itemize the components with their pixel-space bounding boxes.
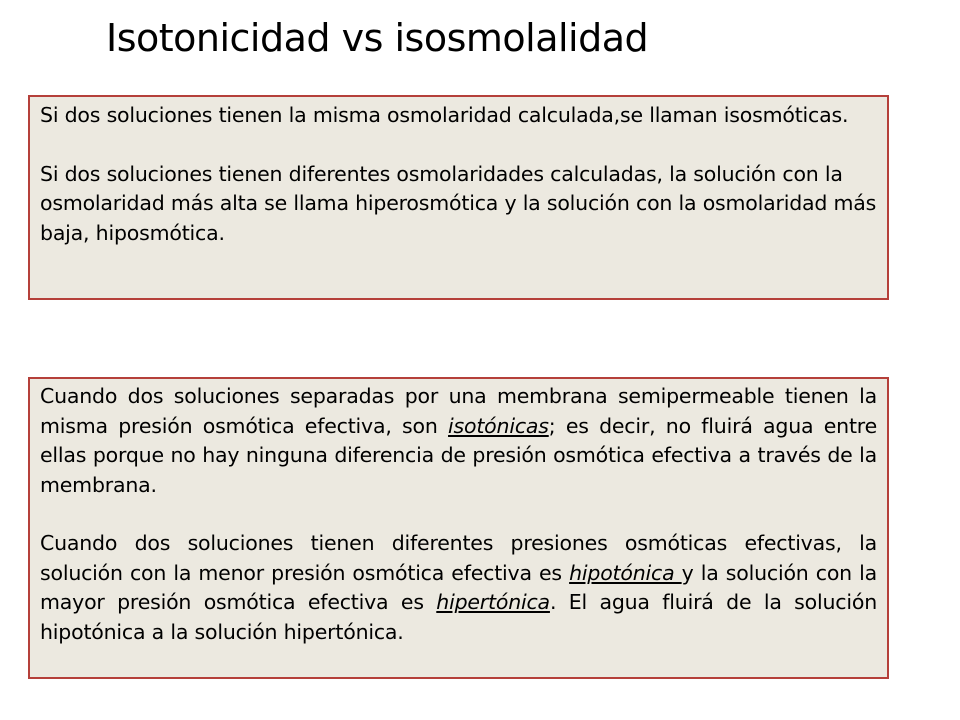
isotonic-definition-box <box>28 377 889 679</box>
hypo-hypertonic-paragraph <box>40 529 877 647</box>
tonicity-text-middle: y la solución con la mayor presión osmótica efectiva es <box>40 560 877 614</box>
tonicity-text-start: Cuando dos soluciones tienen diferentes presiones osmóticas efectivas, la solución con la menor presión osmótica efectiva es <box>40 531 877 585</box>
hypertonic-term: hipertónica <box>436 590 550 614</box>
isosmotic-definition-box <box>28 95 889 300</box>
page-title: Isotonicidad vs isosmolalidad <box>106 16 649 60</box>
isotonic-paragraph <box>40 382 877 500</box>
isotonic-term: isotónicas <box>448 413 549 438</box>
tonicity-text-end: . El agua fluirá de la solución hipotónica a la solución hipertónica. <box>40 590 877 644</box>
isotonic-text-start: Cuando dos soluciones separadas por una membrana semipermeable tienen la misma presión osmótica efectiva, son <box>40 384 877 438</box>
hyper-hypo-osmotic-paragraph: Si dos soluciones tienen diferentes osmolaridades calculadas, la solución con la osmolaridad más alta se llama hiperosmótica y la solución con la osmolaridad más baja, hiposmótica. <box>40 161 877 245</box>
isotonic-text-end: ; es decir, no fluirá agua entre ellas porque no hay ninguna diferencia de presión osmótica efectiva a través de la membrana. <box>40 413 877 497</box>
hypotonic-term: hipotónica <box>569 560 682 585</box>
isosmotic-paragraph: Si dos soluciones tienen la misma osmolaridad calculada,se llaman isosmóticas. <box>40 103 849 127</box>
